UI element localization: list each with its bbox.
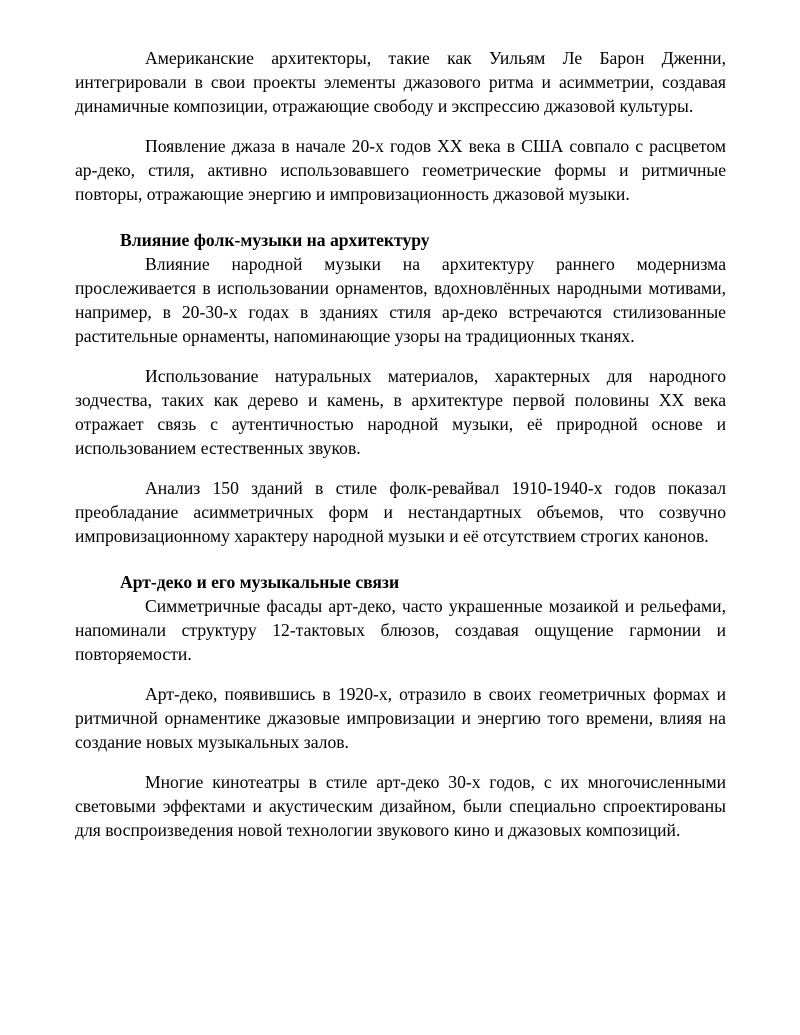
paragraph-folk-analysis: Анализ 150 зданий в стиле фолк-ревайвал 1910-1940-х годов показал преобладание асимметричных форм и нестандартных объемов, что созвучно импровизационному характеру народной музыки и её отсутствием строгих канонов. bbox=[75, 478, 726, 546]
paragraph-artdeco-facades: Симметричные фасады арт-деко, часто украшенные мозаикой и рельефами, напоминали структуру 12-тактовых блюзов, создавая ощущение гармонии и повторяемости. bbox=[75, 596, 726, 664]
document-body bbox=[75, 46, 726, 858]
paragraph-folk-materials: Использование натуральных материалов, характерных для народного зодчества, таких как дерево и камень, в архитектуре первой половины XX века отражает связь с аутентичностью народной музыки, её природной основе и использованием естественных звуков. bbox=[75, 366, 726, 458]
paragraph-jazz-artdeco: Появление джаза в начале 20-х годов XX века в США совпало с расцветом ар-деко, стиля, активно использовавшего геометрические формы и ритмичные повторы, отражающие энергию и импровизационность джазовой музыки. bbox=[75, 136, 726, 204]
paragraph-jenney: Американские архитекторы, такие как Уильям Ле Барон Дженни, интегрировали в свои проекты элементы джазового ритма и асимметрии, создавая динамичные композиции, отражающие свободу и экспрессию джазовой культуры. bbox=[75, 48, 726, 116]
paragraph-artdeco-cinemas: Многие кинотеатры в стиле арт-деко 30-х годов, с их многочисленными световыми эффектами и акустическим дизайном, были специально спроектированы для воспроизведения новой технологии звукового кино и джазовых композиций. bbox=[75, 772, 726, 840]
paragraph-artdeco-1920s: Арт-деко, появившись в 1920-х, отразило в своих геометричных формах и ритмичной орнаментике джазовые импровизации и энергию того времени, влияя на создание новых музыкальных залов. bbox=[75, 684, 726, 752]
heading-art-deco: Арт-деко и его музыкальные связи bbox=[120, 572, 400, 592]
paragraph-folk-ornaments: Влияние народной музыки на архитектуру раннего модернизма прослеживается в использовании орнаментов, вдохновлённых народными мотивами, например, в 20-30-х годах в зданиях стиля ар-деко встречаются стилизованные растительные орнаменты, напоминающие узоры на традиционных тканях. bbox=[75, 254, 726, 346]
heading-folk-music: Влияние фолк-музыки на архитектуру bbox=[120, 230, 430, 250]
